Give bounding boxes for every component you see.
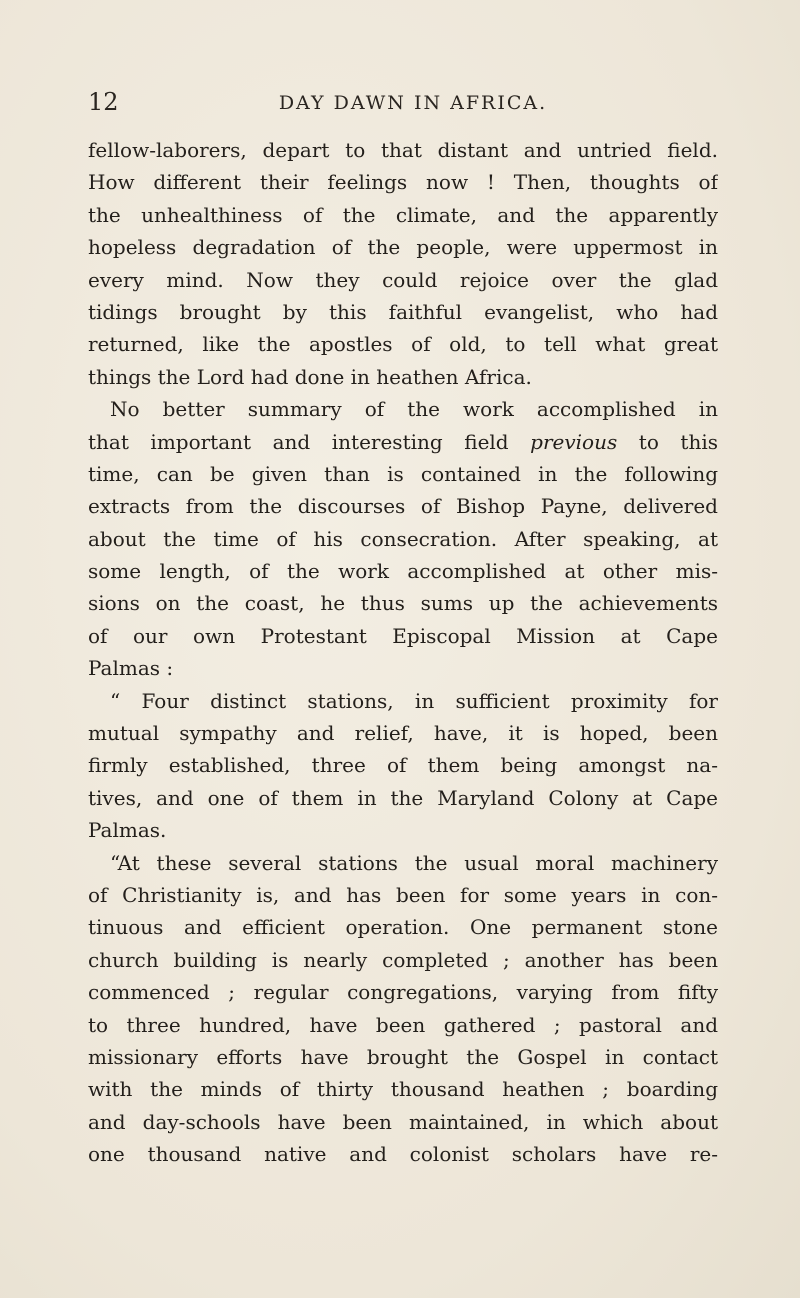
paragraph (88, 134, 718, 393)
text-line: sions on the coast, he thus sums up the achievements (88, 591, 718, 616)
text-line: “At these several stations the usual moral machinery (110, 850, 718, 875)
text-line: missionary efforts have brought the Gospel in contact (88, 1044, 718, 1069)
text-segment: to this (638, 429, 718, 454)
text-line: How different their feelings now ! Then, thoughts of (88, 170, 718, 195)
text-line (88, 426, 718, 458)
text-line: of our own Protestant Episcopal Mission at Cape (88, 623, 718, 648)
text-line: the unhealthiness of the climate, and the apparently (88, 202, 718, 227)
text-line: Palmas. (88, 818, 167, 843)
text-line: tives, and one of them in the Maryland Colony at Cape (88, 785, 718, 810)
text-segment: that important and interesting field (88, 429, 509, 454)
text-line: to three hundred, have been gathered ; pastoral and (88, 1012, 718, 1037)
body-text (88, 134, 718, 1171)
italic-word: previous (530, 429, 618, 454)
text-line: about the time of his consecration. After speaking, at (88, 526, 718, 551)
text-line: “ Four distinct stations, in sufficient proximity for (110, 688, 718, 713)
paragraph (88, 393, 718, 685)
running-title: DAY DAWN IN AFRICA. (278, 92, 548, 114)
text-line: hopeless degradation of the people, were uppermost in (88, 235, 718, 260)
text-line: No better summary of the work accomplished in (110, 397, 718, 422)
text-line: church building is nearly completed ; another has been (88, 947, 718, 972)
text-line: one thousand native and colonist scholars have re- (88, 1142, 718, 1167)
text-line: every mind. Now they could rejoice over the glad (88, 267, 718, 292)
text-line: of Christianity is, and has been for some years in con- (88, 882, 718, 907)
paragraph (88, 685, 718, 847)
text-line: extracts from the discourses of Bishop Payne, delivered (88, 494, 718, 519)
text-line: some length, of the work accomplished at other mis- (88, 559, 718, 584)
text-line: returned, like the apostles of old, to tell what great (88, 332, 718, 357)
text-line: time, can be given than is contained in the following (88, 461, 718, 486)
page-number: 12 (88, 88, 119, 116)
text-line: mutual sympathy and relief, have, it is hoped, been (88, 721, 718, 746)
text-line: Palmas : (88, 656, 174, 681)
text-line: with the minds of thirty thousand heathen ; boarding (88, 1077, 718, 1102)
paragraph (88, 847, 718, 1171)
text-line: and day-schools have been maintained, in which about (88, 1109, 718, 1134)
text-line: tidings brought by this faithful evangelist, who had (88, 299, 718, 324)
page-header (88, 88, 718, 118)
text-line: things the Lord had done in heathen Africa. (88, 364, 532, 389)
text-line: fellow-laborers, depart to that distant and untried field. (88, 138, 718, 162)
text-line: commenced ; regular congregations, varying from fifty (88, 980, 718, 1005)
text-line: firmly established, three of them being amongst na- (88, 753, 718, 778)
text-line: tinuous and efficient operation. One permanent stone (88, 915, 718, 940)
